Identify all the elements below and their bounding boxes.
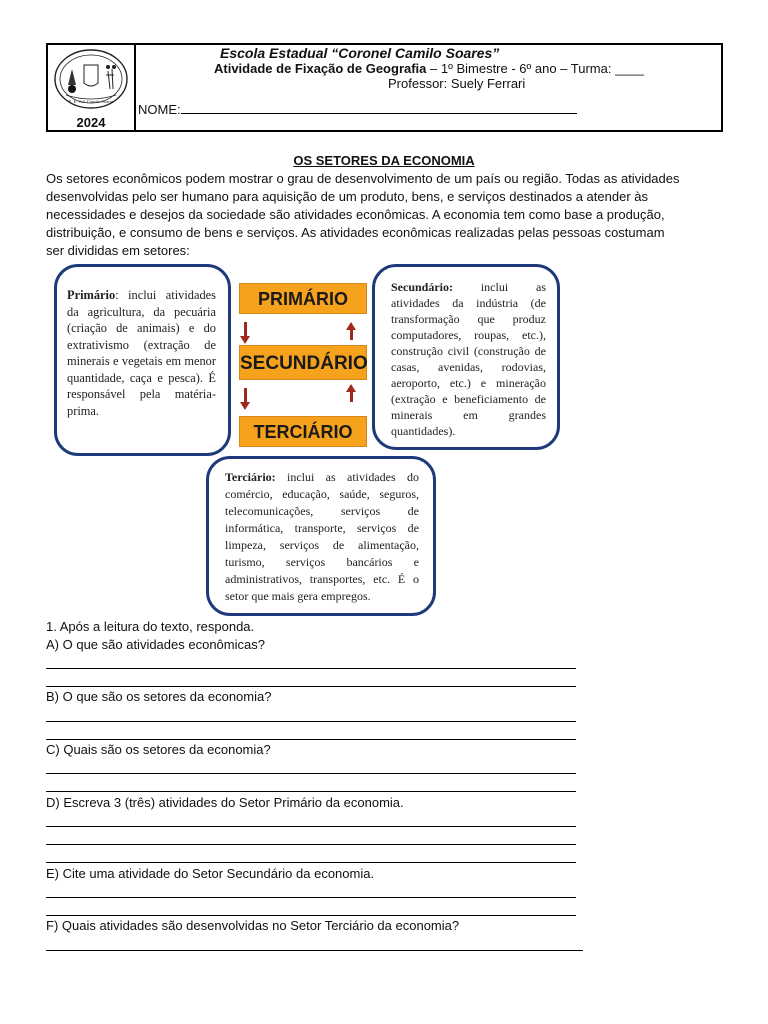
question-f: F) Quais atividades são desenvolvidas no Setor Terciário da economia? bbox=[46, 918, 460, 933]
question-d: D) Escreva 3 (três) atividades do Setor Primário da economia. bbox=[46, 795, 404, 810]
answer-line[interactable] bbox=[46, 739, 576, 740]
answer-line[interactable] bbox=[46, 844, 576, 845]
name-field[interactable] bbox=[138, 101, 577, 117]
answer-line[interactable] bbox=[46, 773, 576, 774]
year-label: 2024 bbox=[76, 115, 106, 130]
question-c: C) Quais são os setores da economia? bbox=[46, 742, 271, 757]
questions-intro: 1. Após a leitura do texto, responda. bbox=[46, 619, 255, 634]
arrow-up-icon bbox=[350, 330, 353, 340]
tertiary-text: inclui as atividades do comércio, educação, saúde, seguros, telecomunicações, serviços de informática, transporte, serviços de limpeza, serviços de alimentação, turismo, serviços bancários e administrativos, transportes, etc. É o setor que mais gera empregos. bbox=[225, 470, 419, 603]
primary-label: Primário bbox=[67, 288, 116, 302]
answer-line[interactable] bbox=[46, 915, 576, 916]
answer-line[interactable] bbox=[46, 826, 576, 827]
arrow-up-icon bbox=[350, 392, 353, 402]
question-a: A) O que são atividades econômicas? bbox=[46, 637, 265, 652]
answer-line[interactable] bbox=[46, 950, 583, 951]
secondary-text: inclui as atividades da indústria (de transformação que produz computadores, roupas, etc.), construção civil (construção de casas, avenidas, rodovias, aeroporto, etc.) e mineração (extração e beneficiamento de minerais em grandes quantidades). bbox=[391, 280, 546, 438]
school-logo bbox=[48, 45, 136, 130]
secondary-sector-box: SECUNDÁRIO bbox=[239, 345, 367, 380]
tertiary-sector-box: TERCIÁRIO bbox=[239, 416, 367, 447]
question-e: E) Cite uma atividade do Setor Secundário da economia. bbox=[46, 866, 375, 881]
school-crest-icon bbox=[48, 45, 134, 115]
secondary-sector-bubble bbox=[372, 264, 560, 450]
name-line[interactable] bbox=[181, 101, 577, 114]
page-title: OS SETORES DA ECONOMIA bbox=[293, 153, 475, 168]
professor-label: Professor: Suely Ferrari bbox=[388, 76, 526, 91]
answer-line[interactable] bbox=[46, 668, 576, 669]
answer-line[interactable] bbox=[46, 686, 576, 687]
answer-line[interactable] bbox=[46, 791, 576, 792]
school-name: Escola Estadual “Coronel Camilo Soares” bbox=[220, 45, 500, 61]
arrow-down-icon bbox=[244, 322, 247, 336]
tertiary-sector-bubble bbox=[206, 456, 436, 616]
activity-title-bold: Atividade de Fixação de Geografia bbox=[214, 61, 427, 76]
tertiary-label: Terciário: bbox=[225, 470, 276, 484]
header-box bbox=[46, 43, 723, 132]
primary-text: : inclui atividades da agricultura, da pecuária (criação de animais) e do extrativismo (extração de minerais e vegetais em menor quantidade, caça e pesca). É responsável pela matéria-prima. bbox=[67, 288, 216, 418]
activity-title bbox=[214, 61, 644, 76]
activity-title-rest: – 1º Bimestre - 6º ano – Turma: ____ bbox=[426, 61, 645, 76]
logo-caption: E. E. Cel. Camilo Soares bbox=[68, 99, 114, 104]
intro-paragraph: Os setores econômicos podem mostrar o grau de desenvolvimento de um país ou região. Todas as atividades desenvolvidas pelo ser humano para aquisição de um produto, bens, e serviços destinados a atender às necessidades e desejos da sociedade são atividades econômicas. A economia tem como base a produção, distribuição, e consumo de bens e serviços. As atividades econômicas realizadas pelas pessoas costumam ser divididas em setores: bbox=[46, 171, 680, 258]
answer-line[interactable] bbox=[46, 721, 576, 722]
name-label: NOME: bbox=[138, 102, 181, 117]
answer-line[interactable] bbox=[46, 897, 576, 898]
primary-sector-bubble bbox=[54, 264, 231, 456]
answer-line[interactable] bbox=[46, 862, 576, 863]
question-b: B) O que são os setores da economia? bbox=[46, 689, 272, 704]
secondary-label: Secundário: bbox=[391, 280, 454, 294]
primary-sector-box: PRIMÁRIO bbox=[239, 283, 367, 314]
arrow-down-icon bbox=[244, 388, 247, 402]
